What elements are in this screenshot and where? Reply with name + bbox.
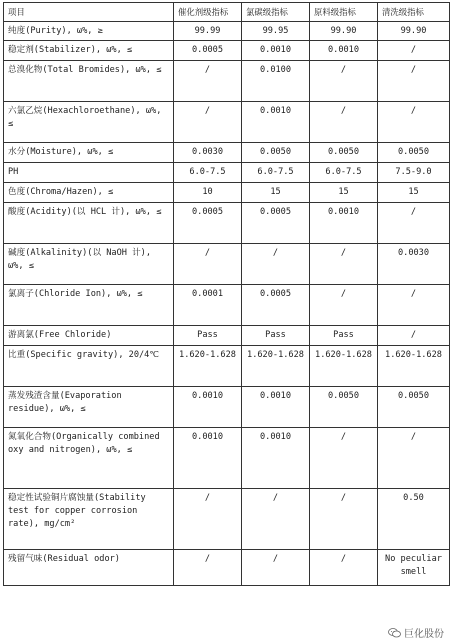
value-cell: 99.95 [242,22,310,41]
table-row [4,489,450,550]
table-row [4,102,450,143]
header-item: 项目 [4,3,174,22]
value-cell: 0.0010 [242,428,310,489]
property-cell: 氮氧化合物(Organically combined oxy and nitrogen), ω%, ≤ [4,428,174,489]
value-cell: 0.0010 [310,41,378,61]
value-cell: / [378,285,450,326]
value-cell: / [174,489,242,550]
header-chlorocarbon-grade: 氯碳级指标 [242,3,310,22]
value-cell: 1.620-1.628 [174,346,242,387]
value-cell: / [174,244,242,285]
value-cell: / [378,61,450,102]
header-raw-material-grade: 原料级指标 [310,3,378,22]
value-cell: 0.0005 [174,203,242,244]
property-cell: 水分(Moisture), ω%, ≤ [4,143,174,163]
value-cell: 0.0010 [174,428,242,489]
value-cell: 0.0010 [310,203,378,244]
value-cell: / [378,326,450,346]
property-cell: 稳定剂(Stabilizer), ω%, ≤ [4,41,174,61]
header-row [4,3,450,22]
value-cell: 0.0050 [310,387,378,428]
table-row [4,183,450,203]
property-cell: 酸度(Acidity)(以 HCL 计), ω%, ≤ [4,203,174,244]
value-cell: 0.0005 [242,203,310,244]
value-cell: 15 [378,183,450,203]
value-cell: / [242,489,310,550]
value-cell: Pass [310,326,378,346]
value-cell: 0.0010 [242,41,310,61]
value-cell: / [378,203,450,244]
property-cell: 色度(Chroma/Hazen), ≤ [4,183,174,203]
value-cell: / [310,550,378,586]
value-cell: / [174,102,242,143]
value-cell: 99.99 [174,22,242,41]
value-cell: / [378,102,450,143]
watermark-text: 巨化股份 [404,629,444,640]
value-cell: / [310,244,378,285]
table-row [4,550,450,586]
value-cell: Pass [242,326,310,346]
header-catalyst-grade: 催化剂级指标 [174,3,242,22]
table-row [4,244,450,285]
value-cell: / [378,41,450,61]
value-cell: / [310,428,378,489]
value-cell: / [378,428,450,489]
value-cell: / [310,285,378,326]
property-cell: 碱度(Alkalinity)(以 NaOH 计), ω%, ≤ [4,244,174,285]
property-cell: 游离氯(Free Chloride) [4,326,174,346]
value-cell: 6.0-7.5 [242,163,310,183]
value-cell: 0.0010 [174,387,242,428]
property-cell: 氯离子(Chloride Ion), ω%, ≤ [4,285,174,326]
value-cell: 10 [174,183,242,203]
table-row [4,203,450,244]
wechat-icon [388,628,401,638]
property-cell: 总溴化物(Total Bromides), ω%, ≤ [4,61,174,102]
value-cell: 0.0005 [242,285,310,326]
value-cell: 0.0010 [242,102,310,143]
table-row [4,428,450,489]
property-cell: 六氯乙烷(Hexachloroethane), ω%, ≤ [4,102,174,143]
value-cell: 0.0030 [174,143,242,163]
property-cell: 稳定性试验铜片腐蚀量(Stability test for copper corrosion rate), mg/cm² [4,489,174,550]
table-row [4,22,450,41]
value-cell: 15 [242,183,310,203]
value-cell: 0.50 [378,489,450,550]
table-row [4,143,450,163]
value-cell: 0.0050 [242,143,310,163]
property-cell: 比重(Specific gravity), 20/4℃ [4,346,174,387]
value-cell: 99.90 [378,22,450,41]
value-cell: 1.620-1.628 [378,346,450,387]
value-cell: 0.0010 [242,387,310,428]
value-cell: 0.0050 [378,143,450,163]
property-cell: 残留气味(Residual odor) [4,550,174,586]
value-cell: / [174,550,242,586]
value-cell: 99.90 [310,22,378,41]
value-cell: / [310,102,378,143]
property-cell: 蒸发残渣含量(Evaporation residue), ω%, ≤ [4,387,174,428]
value-cell: Pass [174,326,242,346]
table-row [4,346,450,387]
value-cell: / [242,244,310,285]
value-cell: 0.0030 [378,244,450,285]
watermark [386,625,446,640]
value-cell: / [174,61,242,102]
table-row [4,387,450,428]
value-cell: 6.0-7.5 [174,163,242,183]
table-row [4,61,450,102]
table-row [4,41,450,61]
value-cell: / [242,550,310,586]
table-row [4,326,450,346]
value-cell: 0.0050 [310,143,378,163]
table-row [4,163,450,183]
value-cell: / [310,61,378,102]
value-cell: 6.0-7.5 [310,163,378,183]
value-cell: 0.0005 [174,41,242,61]
table-row [4,285,450,326]
header-cleaning-grade: 清洗级指标 [378,3,450,22]
value-cell: 0.0100 [242,61,310,102]
spec-table [3,2,450,586]
value-cell: 1.620-1.628 [310,346,378,387]
value-cell: 15 [310,183,378,203]
value-cell: / [310,489,378,550]
value-cell: 0.0001 [174,285,242,326]
value-cell: No peculiar smell [378,550,450,586]
value-cell: 7.5-9.0 [378,163,450,183]
property-cell: 纯度(Purity), ω%, ≥ [4,22,174,41]
value-cell: 0.0050 [378,387,450,428]
property-cell: PH [4,163,174,183]
value-cell: 1.620-1.628 [242,346,310,387]
